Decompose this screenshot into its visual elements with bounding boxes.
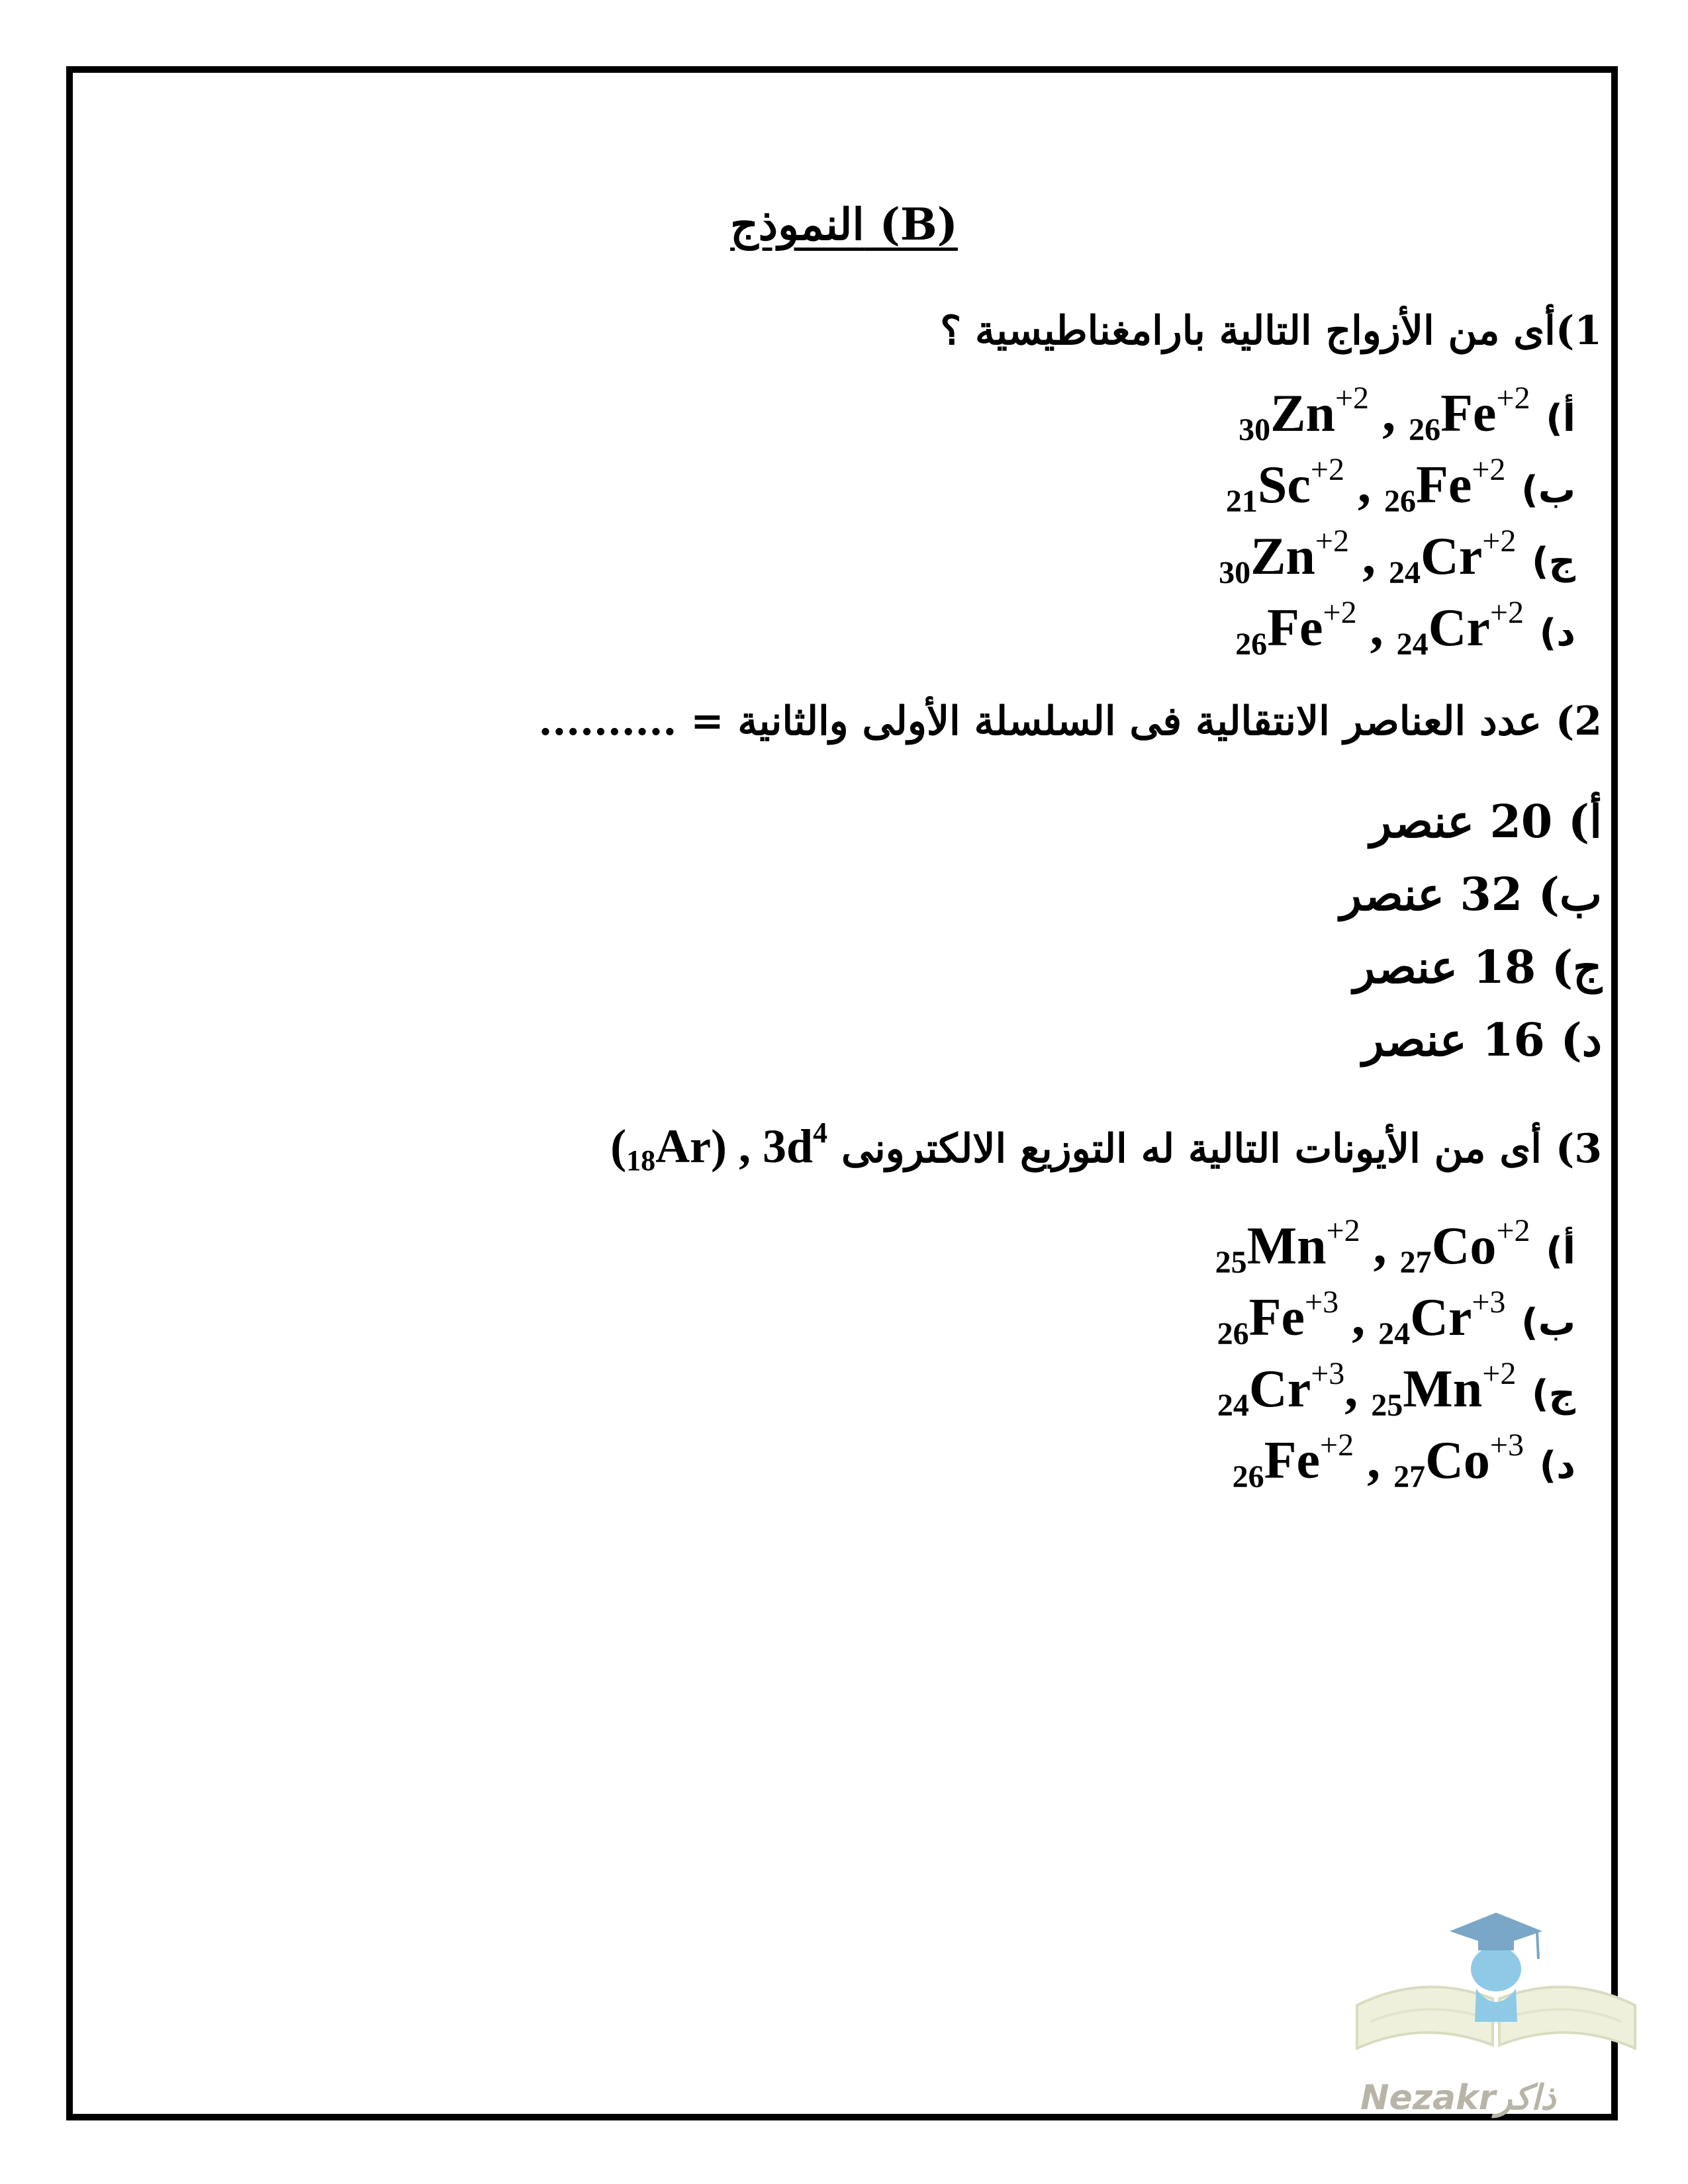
page-border [66, 66, 1618, 2120]
question-2-option-b[interactable]: ب) 32 عنصر [1340, 868, 1602, 921]
question-3-option-d[interactable]: د) $_{26}Fe^{+2}$ , $_{27}Co^{+3}$ [1232, 1428, 1575, 1494]
question-1-option-b[interactable]: ب) $_{21}Sc^{+2}$ , $_{26}Fe^{+2}$ [1225, 452, 1575, 519]
question-2-option-a[interactable]: أ) 20 عنصر [1370, 796, 1602, 848]
page-title: النموذج (B) [730, 199, 958, 250]
watermark-text: Nezakrذاكر [1360, 2078, 1556, 2118]
question-2-text: 2) عدد العناصر الانتقالية فى السلسلة الأولى والثانية = .......... [538, 698, 1602, 745]
question-3-text: 3) أى من الأيونات التالية له التوزيع الالكترونى $(_{18}Ar)$ , $3d^4$ [610, 1116, 1602, 1177]
question-3-option-a[interactable]: أ) $_{25}Mn^{+2}$ , $_{27}Co^{+2}$ [1215, 1213, 1575, 1280]
question-2-option-c[interactable]: ج) 18 عنصر [1353, 941, 1602, 994]
question-1-option-d[interactable]: د) $_{26}Fe^{+2}$ , $_{24}Cr^{+2}$ [1235, 595, 1575, 662]
question-1-option-a[interactable]: أ) $_{30}Zn^{+2}$ , $_{26}Fe^{+2}$ [1239, 381, 1575, 447]
question-2-option-d[interactable]: د) 16 عنصر [1362, 1014, 1602, 1067]
question-3-option-b[interactable]: ب) $_{26}Fe^{+3}$ , $_{24}Cr^{+3}$ [1217, 1285, 1575, 1351]
question-1-option-c[interactable]: ج) $_{30}Zn^{+2}$ , $_{24}Cr^{+2}$ [1219, 523, 1575, 590]
electron-configuration: $(_{18}Ar)$ , $3d^4$ [610, 1116, 828, 1177]
question-3-option-c[interactable]: ج) $_{24}Cr^{+3}$, $_{25}Mn^{+2}$ [1217, 1356, 1575, 1423]
question-1-text: 1)أى من الأزواج التالية بارامغناطيسية ؟ [940, 308, 1602, 354]
